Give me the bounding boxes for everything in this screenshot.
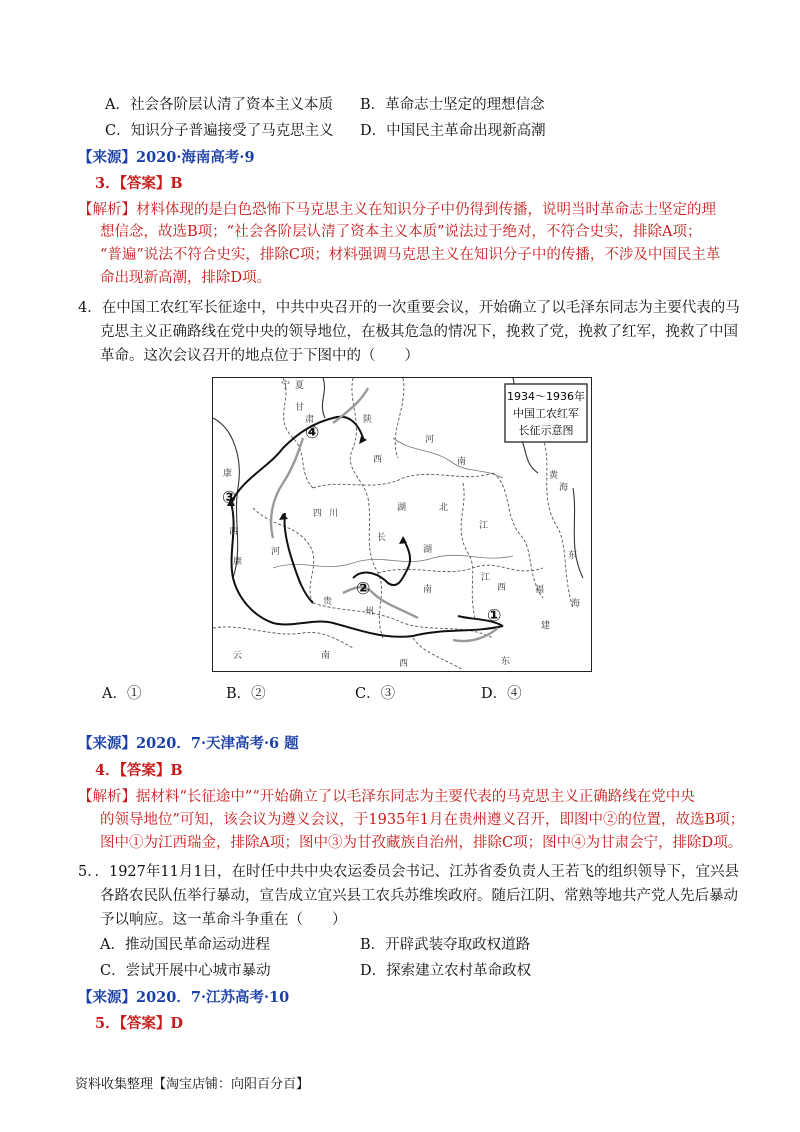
map-title-line-3: 长征示意图 — [518, 424, 574, 437]
label-huang: 黄 — [549, 471, 559, 481]
label-dong-1: 东 — [501, 657, 511, 667]
q5-option-c: C．尝试开展中心城市暴动 — [100, 963, 271, 979]
label-chuan: 川 — [329, 509, 339, 519]
label-fu: 福 — [535, 585, 545, 595]
label-nan-1: 南 — [457, 457, 467, 467]
q5-option-b: B．开辟武装夺取政权道路 — [360, 937, 531, 953]
q5-stem-line-2: 各路农民队伍举行暴动，宣告成立宜兴县工农兵苏维埃政府。随后江阴、常熟等地共产党人先后暴动 — [100, 888, 738, 904]
label-jiang-2: 江 — [481, 573, 491, 583]
label-bei: 北 — [439, 503, 449, 513]
q2-analysis-line-4: 命出现新高潮，排除D项。 — [100, 270, 272, 286]
q5-answer: 【答案】D — [119, 1015, 183, 1032]
label-jian: 建 — [541, 621, 551, 631]
label-gui: 贵 — [323, 597, 333, 607]
label-hu-2: 湖 — [423, 545, 433, 555]
q4-analysis-line-1: 【解析】据材料“长征途中”“开始确立了以毛泽东同志为主要代表的马克思主义正确路线在党中央 — [78, 789, 695, 805]
label-gan: 甘 — [295, 403, 305, 413]
label-chang: 长 — [377, 533, 387, 543]
q4-analysis-line-2: 的领导地位”可知，该会议为遵义会议，于1935年1月在贵州遵义召开，即图中②的位置，故选B项； — [100, 812, 745, 828]
label-nan-3: 南 — [321, 651, 331, 661]
q4-stem-text-1: 在中国工农红军长征途中，中共中央召开的一次重要会议，开始确立了以毛泽东同志为主要代表的马 — [101, 300, 740, 316]
label-xi-kang: 西 — [229, 527, 239, 537]
label-he: 河 — [425, 435, 435, 445]
label-xi-3: 西 — [399, 659, 409, 669]
marker-4: ④ — [305, 423, 320, 443]
q5-option-d: D．探索建立农村革命政权 — [360, 963, 532, 979]
map-title-line-2: 中国工农红军 — [513, 407, 579, 420]
rivers — [273, 438, 513, 568]
q5-stem-text-1: ．1927年11月1日，在时任中共中央农运委员会书记、江苏省委负责人王若飞的组织领导下，宜兴县 — [94, 864, 740, 880]
label-si: 四 — [313, 509, 323, 519]
label-kang-area: 康 — [223, 469, 233, 479]
q4-option-d: D．④ — [481, 686, 522, 702]
q5-stem-line-3: 予以响应。这一革命斗争重在（ ） — [100, 912, 347, 928]
q4-answer: 【答案】B — [119, 762, 183, 779]
q4-analysis-line-3: 图中①为江西瑞金，排除A项；图中③为甘孜藏族自治州，排除C项；图中④为甘肃会宁，排除D项。 — [100, 835, 743, 851]
page-footer: 资料收集整理【淘宝店铺：向阳百分百】 — [75, 1077, 310, 1092]
marker-2: ② — [356, 579, 371, 599]
label-dong-2: 东 — [568, 551, 578, 561]
q4-number: 4． — [78, 300, 102, 316]
label-he-2: 河 — [271, 547, 281, 557]
map-svg — [213, 378, 590, 670]
q4-option-a: A．① — [102, 686, 142, 702]
q2-analysis-line-3: “普遍”说法不符合史实，排除C项；材料强调马克思主义在知识分子中的传播，不涉及中国民主革 — [100, 247, 721, 263]
marker-1: ① — [487, 606, 502, 626]
q2-option-b: B．革命志士坚定的理想信念 — [360, 97, 545, 113]
q2-option-d: D．中国民主革命出现新高潮 — [360, 123, 546, 139]
q4-stem-line-3: 革命。这次会议召开的地点位于下图中的（ ） — [100, 348, 419, 364]
label-hai-2: 海 — [571, 599, 581, 609]
label-shaan: 陕 — [363, 415, 373, 425]
q4-option-c: C．③ — [355, 686, 396, 702]
label-nan-2: 南 — [423, 585, 433, 595]
label-jiang-1: 江 — [479, 521, 489, 531]
q2-answer: 【答案】B — [119, 175, 183, 192]
q2-option-a: A．社会各阶层认清了资本主义本质 — [105, 97, 333, 113]
label-xi-1: 西 — [373, 455, 383, 465]
label-kang: 康 — [233, 557, 243, 567]
q5-answer-number: 5． — [95, 1015, 120, 1032]
marker-3: ③ — [222, 488, 237, 508]
q2-answer-number: 3． — [95, 175, 120, 192]
label-hu-1: 湖 — [397, 503, 407, 513]
q4-answer-number: 4． — [95, 762, 120, 779]
label-hai-1: 海 — [559, 483, 569, 493]
q2-analysis-line-1: 【解析】材料体现的是白色恐怖下马克思主义在知识分子中仍得到传播，说明当时革命志士坚定的理 — [78, 202, 716, 218]
map-title-line-1: 1934～1936年 — [507, 390, 585, 403]
q4-option-b: B．② — [226, 686, 266, 702]
label-ning: 宁 — [281, 381, 291, 391]
q5-source: 【来源】2020．7·江苏高考·10 — [78, 989, 290, 1006]
map-markers — [222, 423, 501, 626]
q4-source: 【来源】2020．7·天津高考·6 题 — [78, 735, 299, 752]
q5-stem-line-1 — [78, 862, 739, 882]
label-su: 肃 — [305, 415, 315, 425]
q5-number: 5． — [78, 864, 95, 880]
label-xi-2: 西 — [497, 583, 507, 593]
q5-option-a: A．推动国民革命运动进程 — [100, 937, 270, 953]
q2-analysis-line-2: 想信念，故选B项；“社会各阶层认清了资本主义本质”说法过于绝对，不符合史实，排除A项； — [100, 224, 702, 240]
q2-option-c: C．知识分子普遍接受了马克思主义 — [105, 123, 334, 139]
label-zhou: 州 — [365, 607, 375, 617]
q2-source: 【来源】2020·海南高考·9 — [78, 149, 255, 166]
route-arrows — [227, 436, 407, 544]
label-xia: 夏 — [295, 381, 305, 391]
q4-stem-line-2: 克思主义正确路线在党中央的领导地位，在极其危急的情况下，挽救了党，挽救了红军，挽救了中国 — [100, 324, 738, 340]
long-march-map — [212, 377, 592, 672]
label-yun: 云 — [233, 651, 243, 661]
q4-stem-line-1 — [78, 298, 740, 318]
